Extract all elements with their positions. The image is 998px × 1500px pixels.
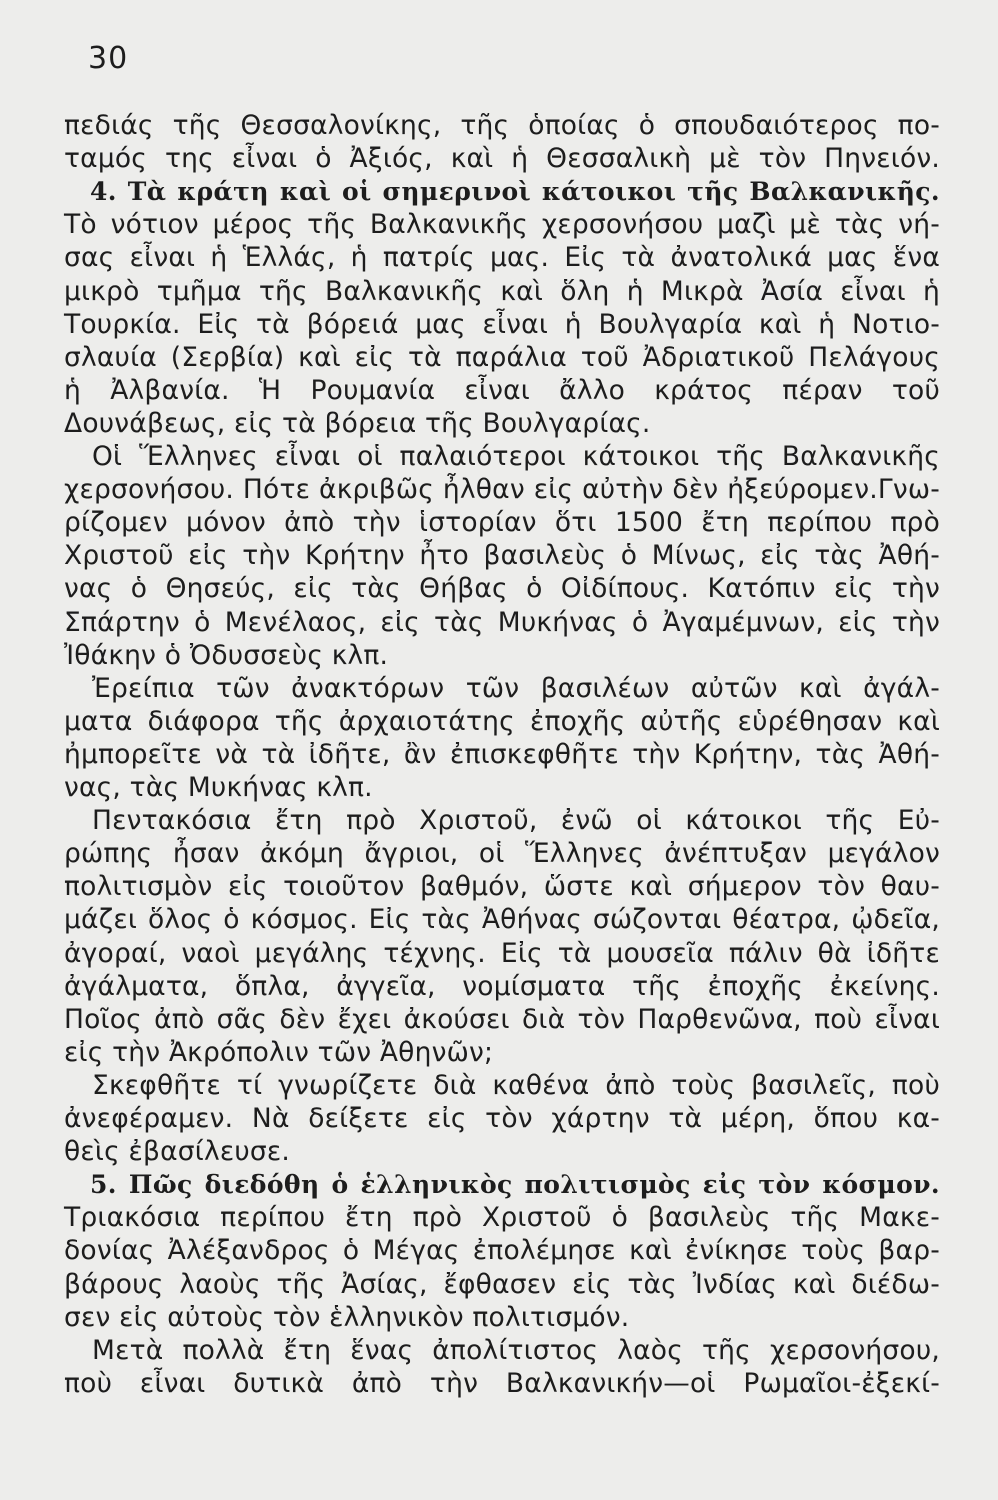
text-line: ἀγοραί, ναοὶ μεγάλης τέχνης. Εἰς τὰ μουσεῖα πάλιν θὰ ἰδῆτε xyxy=(64,937,940,969)
text-line: θεὶς ἐβασίλευσε. xyxy=(64,1136,291,1168)
text-line: ρώπης ἦσαν ἀκόμη ἄγριοι, οἱ Ἕλληνες ἀνέπτυξαν μεγάλον xyxy=(64,838,940,870)
text-line: σεν εἰς αὐτοὺς τὸν ἑλληνικὸν πολιτισμόν. xyxy=(64,1301,630,1333)
text-line: Ποῖος ἀπὸ σᾶς δὲν ἔχει ἀκούσει διὰ τὸν Παρθενῶνα, ποὺ εἶναι xyxy=(64,1003,940,1035)
text-line: χερσονήσου. Πότε ἀκριβῶς ἦλθαν εἰς αὐτὴν δὲν ἠξεύρομεν.Γνω- xyxy=(64,474,940,506)
text-line: Ἰθάκην ὁ Ὀδυσσεὺς κλπ. xyxy=(64,639,389,671)
text-line: ἀγάλματα, ὅπλα, ἀγγεῖα, νομίσματα τῆς ἐποχῆς ἐκείνης. xyxy=(64,970,940,1002)
text-line: ματα διάφορα τῆς ἀρχαιοτάτης ἐποχῆς αὐτῆς εὑρέθησαν καὶ xyxy=(64,705,940,737)
text-line: Χριστοῦ εἰς τὴν Κρήτην ἦτο βασιλεὺς ὁ Μίνως, εἰς τὰς Ἀθή- xyxy=(64,540,940,572)
text-line: Ἐρείπια τῶν ἀνακτόρων τῶν βασιλέων αὐτῶν καὶ ἀγάλ- xyxy=(92,672,940,704)
text-line: Τουρκία. Εἰς τὰ βόρειά μας εἶναι ἡ Βουλγαρία καὶ ἡ Νοτιο- xyxy=(64,308,940,340)
page-number: 30 xyxy=(88,41,129,76)
text-line: Οἱ Ἕλληνες εἶναι οἱ παλαιότεροι κάτοικοι τῆς Βαλκανικῆς xyxy=(92,441,940,472)
text-line: νας ὁ Θησεύς, εἰς τὰς Θήβας ὁ Οἰδίπους. Κατόπιν εἰς τὴν xyxy=(64,573,940,605)
text-line: Δουνάβεως, εἰς τὰ βόρεια τῆς Βουλγαρίας. xyxy=(64,407,651,439)
text-line: πεδιάς τῆς Θεσσαλονίκης, τῆς ὁποίας ὁ σπουδαιότερος πο- xyxy=(64,110,940,141)
text-line: Σπάρτην ὁ Μενέλαος, εἰς τὰς Μυκήνας ὁ Ἀγαμέμνων, εἰς τὴν xyxy=(64,606,940,638)
text-line: Τριακόσια περίπου ἔτη πρὸ Χριστοῦ ὁ βασιλεὺς τῆς Μακε- xyxy=(64,1202,940,1234)
text-line: Πεντακόσια ἔτη πρὸ Χριστοῦ, ἐνῶ οἱ κάτοικοι τῆς Εὐ- xyxy=(92,805,940,837)
text-line: Μετὰ πολλὰ ἔτη ἕνας ἀπολίτιστος λαὸς τῆς χερσονήσου, xyxy=(92,1334,940,1366)
text-line: πολιτισμὸν εἰς τοιοῦτον βαθμόν, ὥστε καὶ σήμερον τὸν θαυ- xyxy=(64,871,940,903)
section-heading: 5. Πῶς διεδόθη ὁ ἑλληνικὸς πολιτισμὸς εἰς τὸν κόσμον. xyxy=(90,1170,940,1200)
section-heading: 4. Τὰ κράτη καὶ οἱ σημερινοὶ κάτοικοι τῆς Βαλκανικῆς. xyxy=(90,177,940,207)
text-line: μικρὸ τμῆμα τῆς Βαλκανικῆς καὶ ὅλη ἡ Μικρὰ Ἀσία εἶναι ἡ xyxy=(64,275,940,307)
text-line: βάρους λαοὺς τῆς Ἀσίας, ἔφθασεν εἰς τὰς Ἰνδίας καὶ διέδω- xyxy=(64,1268,940,1300)
text-line: μάζει ὅλος ὁ κόσμος. Εἰς τὰς Ἀθήνας σώζονται θέατρα, ᾠδεῖα, xyxy=(64,904,940,936)
text-line: ἡ Ἀλβανία. Ἡ Ρουμανία εἶναι ἄλλο κράτος πέραν τοῦ xyxy=(64,374,940,406)
text-line: δονίας Ἀλέξανδρος ὁ Μέγας ἐπολέμησε καὶ ἐνίκησε τοὺς βαρ- xyxy=(64,1235,940,1267)
text-line: ποὺ εἶναι δυτικὰ ἀπὸ τὴν Βαλκανικήν—οἱ Ρωμαῖοι-ἐξεκί- xyxy=(64,1367,940,1399)
text-line: ρίζομεν μόνον ἀπὸ τὴν ἱστορίαν ὅτι 1500 ἔτη περίπου πρὸ xyxy=(64,507,940,539)
text-line: εἰς τὴν Ἀκρόπολιν τῶν Ἀθηνῶν; xyxy=(64,1036,494,1068)
text-line: Τὸ νότιον μέρος τῆς Βαλκανικῆς χερσονήσου μαζὶ μὲ τὰς νή- xyxy=(64,209,940,241)
text-line: Σκεφθῆτε τί γνωρίζετε διὰ καθένα ἀπὸ τοὺς βασιλεῖς, ποὺ xyxy=(92,1069,940,1101)
text-line: νας, τὰς Μυκήνας κλπ. xyxy=(64,772,373,803)
text-line: σλαυία (Σερβία) καὶ εἰς τὰ παράλια τοῦ Ἀδριατικοῦ Πελάγους xyxy=(64,341,940,373)
text-line: σας εἶναι ἡ Ἑλλάς, ἡ πατρίς μας. Εἰς τὰ ἀνατολικά μας ἕνα xyxy=(64,242,940,274)
text-line: ἠμπορεῖτε νὰ τὰ ἰδῆτε, ἂν ἐπισκεφθῆτε τὴν Κρήτην, τὰς Ἀθή- xyxy=(64,738,940,770)
text-line: ἀνεφέραμεν. Νὰ δείξετε εἰς τὸν χάρτην τὰ μέρη, ὅπου κα- xyxy=(64,1103,940,1134)
text-line: ταμός της εἶναι ὁ Ἀξιός, καὶ ἡ Θεσσαλικὴ μὲ τὸν Πηνειόν. xyxy=(64,143,940,175)
